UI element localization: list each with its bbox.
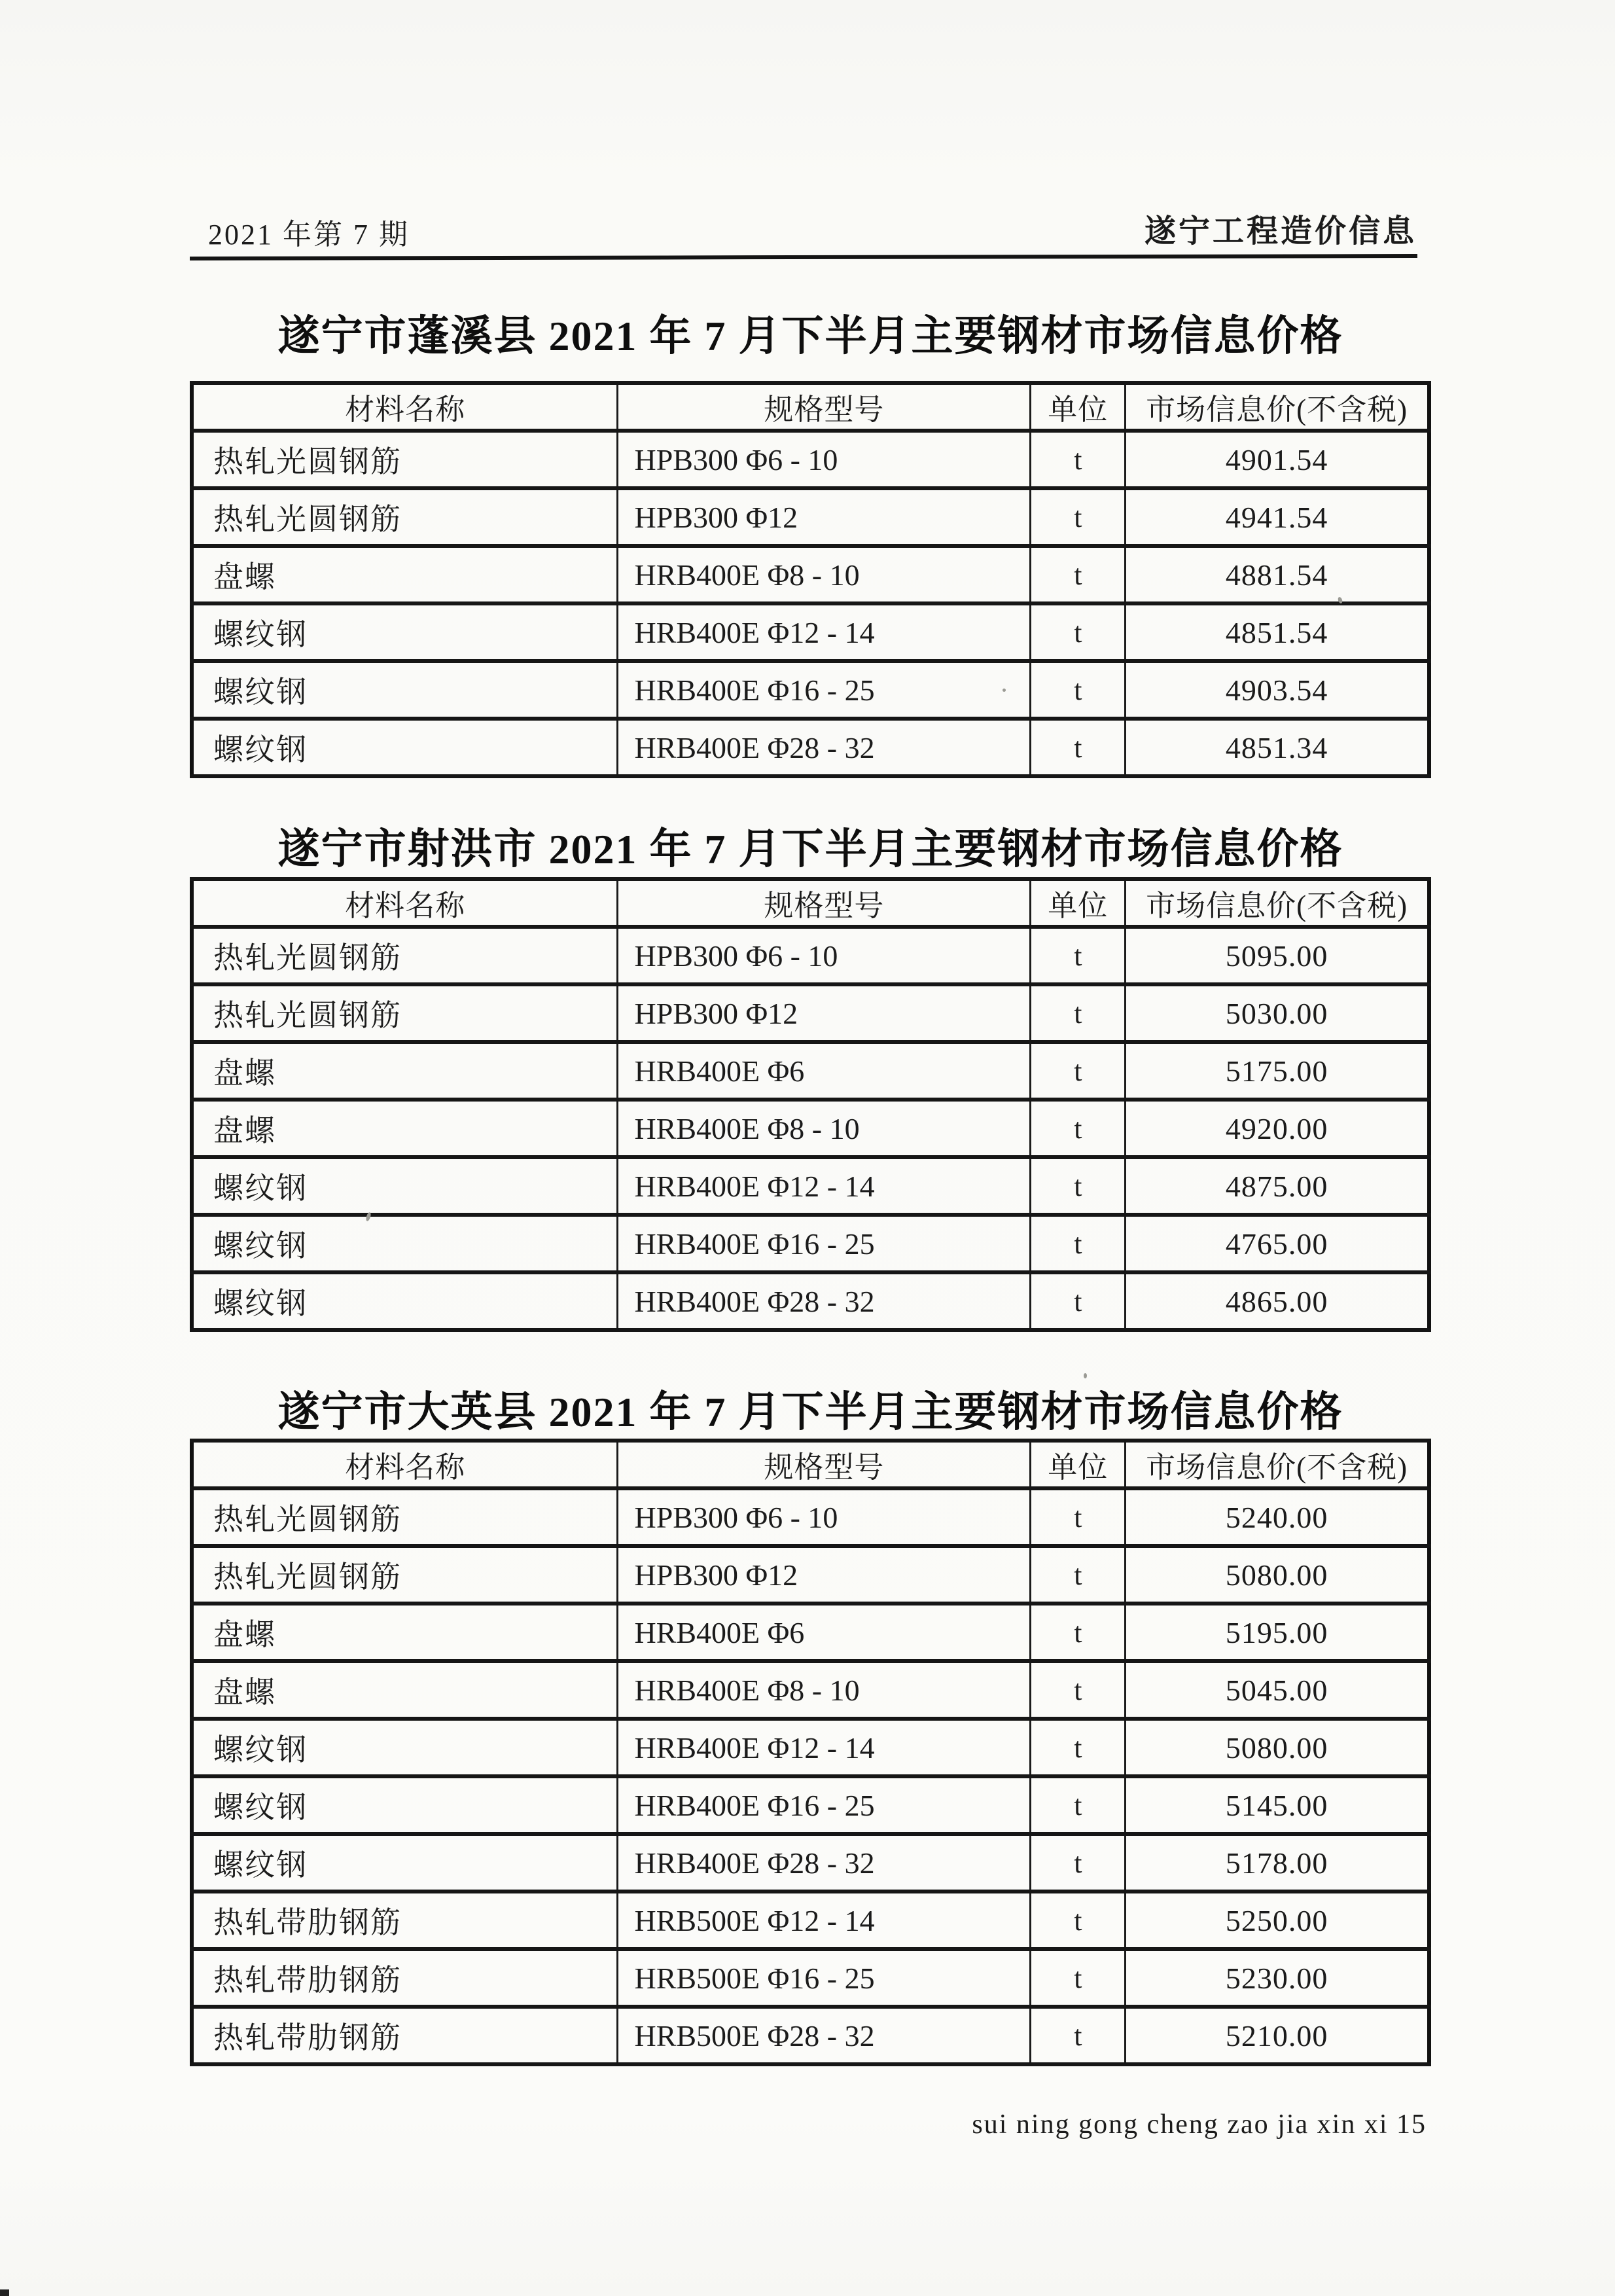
table-row xyxy=(192,603,1429,661)
material-cell: 热轧带肋钢筋 xyxy=(192,2007,618,2064)
material-cell: 螺纹钢 xyxy=(192,1834,618,1892)
material-cell: 热轧光圆钢筋 xyxy=(192,984,618,1042)
spec-cell: HRB400E Φ8 - 10 xyxy=(618,546,1031,603)
material-cell: 热轧光圆钢筋 xyxy=(192,488,618,546)
unit-cell: t xyxy=(1031,1949,1126,2007)
column-header: 材料名称 xyxy=(192,879,618,927)
header-row xyxy=(192,1441,1429,1488)
price-cell: 5095.00 xyxy=(1126,927,1429,984)
unit-cell: t xyxy=(1031,927,1126,984)
spec-cell: HRB400E Φ8 - 10 xyxy=(618,1100,1031,1157)
table-row xyxy=(192,1604,1429,1661)
price-cell: 5250.00 xyxy=(1126,1892,1429,1949)
table-row xyxy=(192,431,1429,488)
price-cell: 4851.54 xyxy=(1126,603,1429,661)
table-row xyxy=(192,1042,1429,1100)
spec-cell: HPB300 Φ6 - 10 xyxy=(618,1488,1031,1546)
spec-cell: HRB400E Φ16 - 25 xyxy=(618,1776,1031,1834)
unit-cell: t xyxy=(1031,1042,1126,1100)
table-row xyxy=(192,1776,1429,1834)
material-cell: 热轧带肋钢筋 xyxy=(192,1949,618,2007)
price-cell: 5080.00 xyxy=(1126,1719,1429,1776)
price-cell: 5175.00 xyxy=(1126,1042,1429,1100)
column-header: 单位 xyxy=(1031,879,1126,927)
spec-cell: HRB400E Φ6 xyxy=(618,1604,1031,1661)
spec-cell: HRB400E Φ12 - 14 xyxy=(618,603,1031,661)
price-cell: 5080.00 xyxy=(1126,1546,1429,1604)
price-cell: 4941.54 xyxy=(1126,488,1429,546)
price-cell: 5178.00 xyxy=(1126,1834,1429,1892)
spec-cell: HRB400E Φ8 - 10 xyxy=(618,1661,1031,1719)
header-row xyxy=(192,879,1429,927)
material-cell: 螺纹钢 xyxy=(192,1272,618,1330)
price-cell: 5030.00 xyxy=(1126,984,1429,1042)
table-row xyxy=(192,1100,1429,1157)
material-cell: 盘螺 xyxy=(192,1604,618,1661)
column-header: 市场信息价(不含税) xyxy=(1126,879,1429,927)
table-row xyxy=(192,927,1429,984)
table-row xyxy=(192,719,1429,776)
material-cell: 盘螺 xyxy=(192,1661,618,1719)
table-header xyxy=(192,1441,1429,1488)
unit-cell: t xyxy=(1031,1776,1126,1834)
unit-cell: t xyxy=(1031,661,1126,719)
spec-cell: HRB500E Φ12 - 14 xyxy=(618,1892,1031,1949)
column-header: 市场信息价(不含税) xyxy=(1126,1441,1429,1488)
material-cell: 螺纹钢 xyxy=(192,1215,618,1272)
unit-cell: t xyxy=(1031,1661,1126,1719)
column-header: 市场信息价(不含税) xyxy=(1126,383,1429,431)
table-row xyxy=(192,1834,1429,1892)
material-cell: 热轧光圆钢筋 xyxy=(192,927,618,984)
publication-name: 遂宁工程造价信息 xyxy=(1144,214,1417,249)
column-header: 材料名称 xyxy=(192,1441,618,1488)
price-cell: 4903.54 xyxy=(1126,661,1429,719)
table-row xyxy=(192,984,1429,1042)
column-header: 规格型号 xyxy=(618,383,1031,431)
unit-cell: t xyxy=(1031,546,1126,603)
column-header: 材料名称 xyxy=(192,383,618,431)
table-row xyxy=(192,1215,1429,1272)
table-title-shehong: 遂宁市射洪市 2021 年 7 月下半月主要钢材市场信息价格 xyxy=(277,826,1343,872)
price-cell: 4765.00 xyxy=(1126,1215,1429,1272)
price-cell: 5240.00 xyxy=(1126,1488,1429,1546)
unit-cell: t xyxy=(1031,1100,1126,1157)
material-cell: 热轧光圆钢筋 xyxy=(192,431,618,488)
spec-cell: HPB300 Φ6 - 10 xyxy=(618,431,1031,488)
unit-cell: t xyxy=(1031,2007,1126,2064)
table-row xyxy=(192,1488,1429,1546)
table-row xyxy=(192,488,1429,546)
price-cell: 5045.00 xyxy=(1126,1661,1429,1719)
spec-cell: HRB400E Φ28 - 32 xyxy=(618,1834,1031,1892)
table-row xyxy=(192,1949,1429,2007)
unit-cell: t xyxy=(1031,488,1126,546)
spec-cell: HRB400E Φ16 - 25 xyxy=(618,661,1031,719)
table-row xyxy=(192,1892,1429,1949)
price-cell: 4920.00 xyxy=(1126,1100,1429,1157)
spec-cell: HPB300 Φ6 - 10 xyxy=(618,927,1031,984)
material-cell: 热轧光圆钢筋 xyxy=(192,1488,618,1546)
column-header: 规格型号 xyxy=(618,879,1031,927)
material-cell: 螺纹钢 xyxy=(192,719,618,776)
unit-cell: t xyxy=(1031,1215,1126,1272)
header-row xyxy=(192,383,1429,431)
column-header: 单位 xyxy=(1031,383,1126,431)
price-cell: 4901.54 xyxy=(1126,431,1429,488)
unit-cell: t xyxy=(1031,719,1126,776)
spec-cell: HPB300 Φ12 xyxy=(618,1546,1031,1604)
table-row xyxy=(192,661,1429,719)
column-header: 单位 xyxy=(1031,1441,1126,1488)
material-cell: 螺纹钢 xyxy=(192,1719,618,1776)
price-cell: 5230.00 xyxy=(1126,1949,1429,2007)
scan-speck xyxy=(1084,1373,1087,1378)
price-cell: 5145.00 xyxy=(1126,1776,1429,1834)
spec-cell: HRB500E Φ28 - 32 xyxy=(618,2007,1031,2064)
unit-cell: t xyxy=(1031,1157,1126,1215)
table-title-daying: 遂宁市大英县 2021 年 7 月下半月主要钢材市场信息价格 xyxy=(277,1389,1343,1435)
table-row xyxy=(192,2007,1429,2064)
spec-cell: HRB500E Φ16 - 25 xyxy=(618,1949,1031,2007)
material-cell: 盘螺 xyxy=(192,1042,618,1100)
spec-cell: HRB400E Φ12 - 14 xyxy=(618,1719,1031,1776)
unit-cell: t xyxy=(1031,1488,1126,1546)
material-cell: 盘螺 xyxy=(192,1100,618,1157)
material-cell: 盘螺 xyxy=(192,546,618,603)
scan-speck xyxy=(0,2289,9,2296)
price-cell: 4851.34 xyxy=(1126,719,1429,776)
table-row xyxy=(192,1157,1429,1215)
unit-cell: t xyxy=(1031,1719,1126,1776)
table-row xyxy=(192,1719,1429,1776)
table-header xyxy=(192,879,1429,927)
material-cell: 热轧带肋钢筋 xyxy=(192,1892,618,1949)
table-title-pengxi: 遂宁市蓬溪县 2021 年 7 月下半月主要钢材市场信息价格 xyxy=(277,313,1343,359)
spec-cell: HRB400E Φ12 - 14 xyxy=(618,1157,1031,1215)
material-cell: 螺纹钢 xyxy=(192,661,618,719)
column-header: 规格型号 xyxy=(618,1441,1031,1488)
table-row xyxy=(192,1272,1429,1330)
spec-cell: HRB400E Φ28 - 32 xyxy=(618,1272,1031,1330)
price-cell: 5210.00 xyxy=(1126,2007,1429,2064)
table-row xyxy=(192,546,1429,603)
price-cell: 4881.54 xyxy=(1126,546,1429,603)
spec-cell: HRB400E Φ28 - 32 xyxy=(618,719,1031,776)
spec-cell: HRB400E Φ6 xyxy=(618,1042,1031,1100)
material-cell: 螺纹钢 xyxy=(192,1157,618,1215)
price-table-pengxi xyxy=(190,381,1431,778)
unit-cell: t xyxy=(1031,1546,1126,1604)
price-cell: 4875.00 xyxy=(1126,1157,1429,1215)
spec-cell: HPB300 Φ12 xyxy=(618,488,1031,546)
table-header xyxy=(192,383,1429,431)
unit-cell: t xyxy=(1031,431,1126,488)
scan-speck xyxy=(1003,689,1006,692)
unit-cell: t xyxy=(1031,603,1126,661)
material-cell: 螺纹钢 xyxy=(192,603,618,661)
unit-cell: t xyxy=(1031,984,1126,1042)
unit-cell: t xyxy=(1031,1272,1126,1330)
page-footer: sui ning gong cheng zao jia xin xi 15 xyxy=(972,2109,1427,2140)
header-rule xyxy=(190,254,1417,260)
price-cell: 5195.00 xyxy=(1126,1604,1429,1661)
table-row xyxy=(192,1546,1429,1604)
price-table-shehong xyxy=(190,877,1431,1332)
unit-cell: t xyxy=(1031,1834,1126,1892)
spec-cell: HPB300 Φ12 xyxy=(618,984,1031,1042)
price-table-daying xyxy=(190,1439,1431,2066)
unit-cell: t xyxy=(1031,1892,1126,1949)
spec-cell: HRB400E Φ16 - 25 xyxy=(618,1215,1031,1272)
price-cell: 4865.00 xyxy=(1126,1272,1429,1330)
issue-number: 2021 年第 7 期 xyxy=(208,219,410,251)
table-row xyxy=(192,1661,1429,1719)
unit-cell: t xyxy=(1031,1604,1126,1661)
material-cell: 螺纹钢 xyxy=(192,1776,618,1834)
material-cell: 热轧光圆钢筋 xyxy=(192,1546,618,1604)
